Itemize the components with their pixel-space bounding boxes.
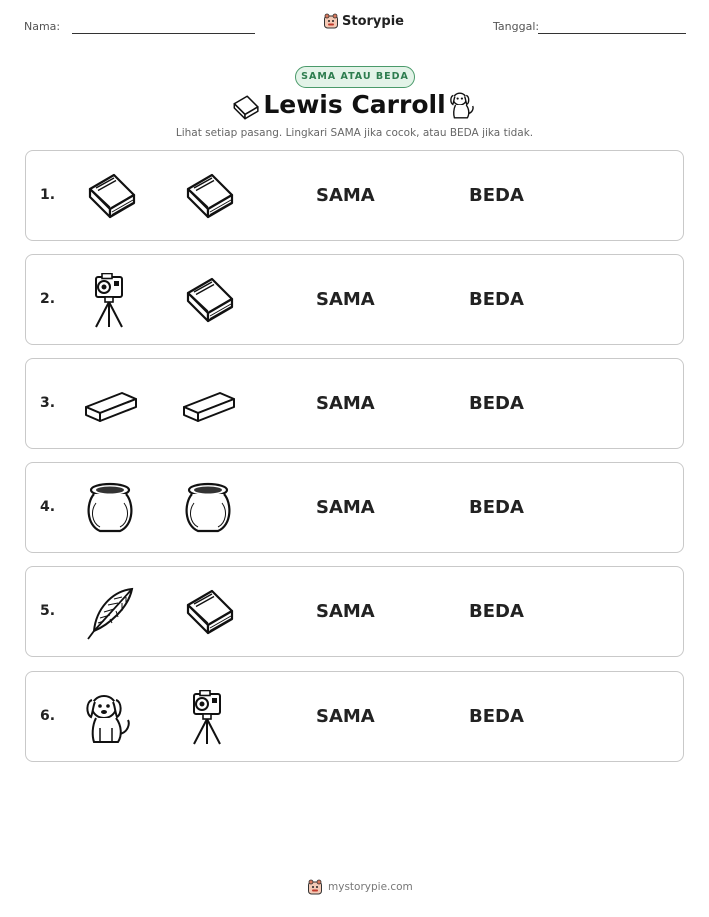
same-option[interactable]: SAMA — [316, 185, 375, 206]
question-number: 1. — [40, 187, 56, 203]
book-icon — [180, 585, 236, 641]
different-option[interactable]: BEDA — [469, 497, 524, 518]
footer — [307, 879, 413, 895]
question-number: 6. — [40, 708, 56, 724]
instructions-text: Lihat setiap pasang. Lingkari SAMA jika cocok, atau BEDA jika tidak. — [175, 127, 534, 139]
book-icon — [180, 169, 236, 225]
camera-icon — [180, 690, 236, 746]
same-option[interactable]: SAMA — [316, 393, 375, 414]
storypie-mascot-icon — [307, 879, 323, 895]
dog-icon — [82, 690, 138, 746]
question-row — [25, 671, 684, 762]
page-title: Lewis Carroll — [263, 90, 446, 119]
camera-icon — [82, 273, 138, 329]
book-icon — [82, 169, 138, 225]
date-input-line[interactable] — [538, 33, 686, 34]
question-row — [25, 462, 684, 553]
same-option[interactable]: SAMA — [316, 289, 375, 310]
same-option[interactable]: SAMA — [316, 497, 375, 518]
eraser-icon — [82, 377, 138, 433]
question-row — [25, 566, 684, 657]
brand-logo — [323, 13, 404, 29]
question-number: 5. — [40, 603, 56, 619]
different-option[interactable]: BEDA — [469, 601, 524, 622]
question-row — [25, 254, 684, 345]
date-label: Tanggal: — [493, 20, 540, 33]
brand-name: Storypie — [342, 13, 404, 29]
different-option[interactable]: BEDA — [469, 185, 524, 206]
same-option[interactable]: SAMA — [316, 706, 375, 727]
question-row — [25, 358, 684, 449]
different-option[interactable]: BEDA — [469, 706, 524, 727]
name-input-line[interactable] — [72, 33, 255, 34]
feather-icon — [82, 585, 138, 641]
name-label: Nama: — [24, 20, 61, 33]
question-number: 4. — [40, 499, 56, 515]
same-option[interactable]: SAMA — [316, 601, 375, 622]
different-option[interactable]: BEDA — [469, 289, 524, 310]
eraser-icon — [180, 377, 236, 433]
question-number: 2. — [40, 291, 56, 307]
book-icon — [180, 273, 236, 329]
question-number: 3. — [40, 395, 56, 411]
pot-icon — [180, 481, 236, 537]
footer-url: mystorypie.com — [328, 881, 413, 893]
storypie-mascot-icon — [323, 13, 339, 29]
title-dog-icon — [448, 90, 478, 120]
pot-icon — [82, 481, 138, 537]
different-option[interactable]: BEDA — [469, 393, 524, 414]
worksheet-type-badge: SAMA ATAU BEDA — [295, 66, 415, 88]
question-row — [25, 150, 684, 241]
